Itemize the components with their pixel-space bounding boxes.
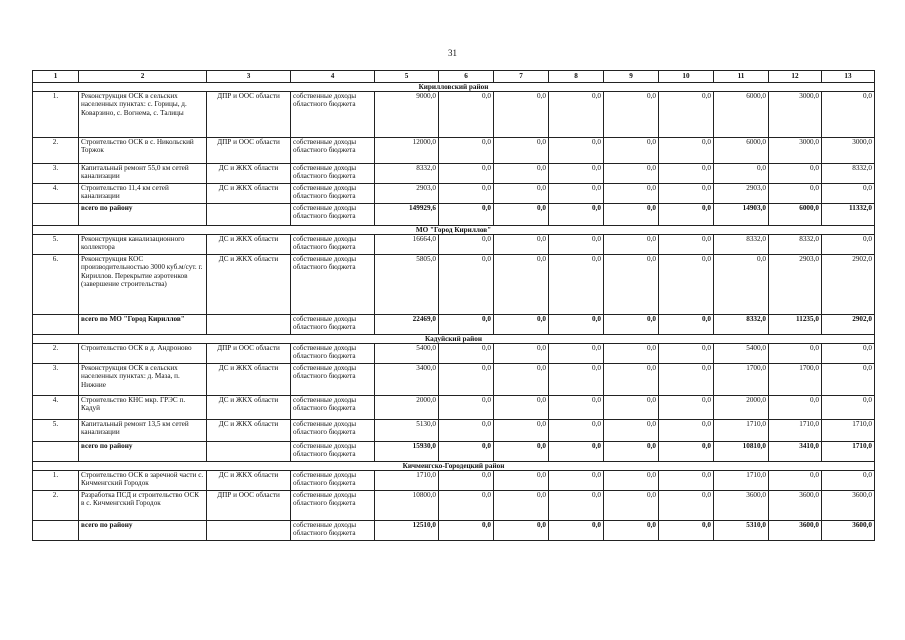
responsible-org: ДПР и ООС области xyxy=(207,92,291,138)
amount-cell: 0,0 xyxy=(549,471,604,491)
project-name: Капитальный ремонт 13,5 км сетей канализации xyxy=(79,420,207,442)
total-blank xyxy=(33,315,79,335)
amount-cell: 5130,0 xyxy=(375,420,439,442)
amount-cell: 16664,0 xyxy=(375,235,439,255)
funding-source: собственные доходы областного бюджета xyxy=(291,364,375,396)
amount-cell: 0,0 xyxy=(439,164,494,184)
amount-cell: 0,0 xyxy=(494,184,549,204)
amount-cell: 0,0 xyxy=(659,420,714,442)
amount-cell: 0,0 xyxy=(494,491,549,521)
amount-cell: 3600,0 xyxy=(714,491,769,521)
total-amount-cell: 0,0 xyxy=(549,204,604,226)
amount-cell: 0,0 xyxy=(659,344,714,364)
amount-cell: 0,0 xyxy=(822,364,875,396)
amount-cell: 3000,0 xyxy=(769,92,822,138)
amount-cell: 0,0 xyxy=(659,471,714,491)
total-amount-cell: 0,0 xyxy=(604,521,659,541)
column-header: 3 xyxy=(207,71,291,83)
row-number: 4. xyxy=(33,184,79,204)
total-blank xyxy=(33,521,79,541)
amount-cell: 0,0 xyxy=(494,235,549,255)
responsible-org: ДС и ЖКХ области xyxy=(207,471,291,491)
amount-cell: 8332,0 xyxy=(375,164,439,184)
table-row xyxy=(33,184,875,204)
total-amount-cell: 0,0 xyxy=(494,204,549,226)
amount-cell: 1700,0 xyxy=(769,364,822,396)
total-label: всего по МО "Город Кириллов" xyxy=(79,315,207,335)
funding-source: собственные доходы областного бюджета xyxy=(291,420,375,442)
responsible-org: ДС и ЖКХ области xyxy=(207,235,291,255)
amount-cell: 0,0 xyxy=(439,396,494,420)
amount-cell: 2903,0 xyxy=(714,184,769,204)
amount-cell: 3000,0 xyxy=(822,138,875,164)
total-amount-cell: 0,0 xyxy=(604,315,659,335)
amount-cell: 0,0 xyxy=(714,255,769,315)
responsible-org: ДПР и ООС области xyxy=(207,138,291,164)
total-blank xyxy=(207,442,291,462)
amount-cell: 0,0 xyxy=(769,184,822,204)
total-amount-cell: 149929,6 xyxy=(375,204,439,226)
amount-cell: 0,0 xyxy=(714,164,769,184)
total-amount-cell: 0,0 xyxy=(659,521,714,541)
total-amount-cell: 0,0 xyxy=(549,315,604,335)
column-header: 13 xyxy=(822,71,875,83)
funding-source: собственные доходы областного бюджета xyxy=(291,204,375,226)
table-row xyxy=(33,235,875,255)
amount-cell: 1710,0 xyxy=(375,471,439,491)
row-number: 5. xyxy=(33,235,79,255)
total-amount-cell: 0,0 xyxy=(439,315,494,335)
total-amount-cell: 0,0 xyxy=(549,521,604,541)
amount-cell: 0,0 xyxy=(439,184,494,204)
column-header: 6 xyxy=(439,71,494,83)
amount-cell: 0,0 xyxy=(439,235,494,255)
amount-cell: 0,0 xyxy=(822,235,875,255)
total-amount-cell: 0,0 xyxy=(659,315,714,335)
table-row xyxy=(33,344,875,364)
row-number: 3. xyxy=(33,164,79,184)
column-header: 1 xyxy=(33,71,79,83)
row-number: 4. xyxy=(33,396,79,420)
column-header: 10 xyxy=(659,71,714,83)
amount-cell: 0,0 xyxy=(494,138,549,164)
amount-cell: 0,0 xyxy=(604,396,659,420)
total-blank xyxy=(207,204,291,226)
total-amount-cell: 0,0 xyxy=(494,521,549,541)
project-name: Реконструкция ОСК в сельских населенных пунктах: д. Маза, п. Нижние xyxy=(79,364,207,396)
amount-cell: 0,0 xyxy=(494,344,549,364)
amount-cell: 3000,0 xyxy=(769,138,822,164)
amount-cell: 1700,0 xyxy=(714,364,769,396)
amount-cell: 0,0 xyxy=(439,471,494,491)
total-amount-cell: 22469,0 xyxy=(375,315,439,335)
total-amount-cell: 0,0 xyxy=(439,204,494,226)
amount-cell: 0,0 xyxy=(659,235,714,255)
section-header-row xyxy=(33,335,875,344)
project-name: Реконструкция ОСК в сельских населенных пунктах: с. Горицы, д. Коварзино, с. Вогнема, с. Талицы xyxy=(79,92,207,138)
amount-cell: 8332,0 xyxy=(769,235,822,255)
amount-cell: 0,0 xyxy=(439,420,494,442)
amount-cell: 0,0 xyxy=(769,164,822,184)
amount-cell: 1710,0 xyxy=(769,420,822,442)
funding-source: собственные доходы областного бюджета xyxy=(291,491,375,521)
amount-cell: 5400,0 xyxy=(714,344,769,364)
total-amount-cell: 0,0 xyxy=(604,204,659,226)
table-row xyxy=(33,92,875,138)
amount-cell: 2902,0 xyxy=(822,255,875,315)
amount-cell: 0,0 xyxy=(604,364,659,396)
amount-cell: 0,0 xyxy=(604,164,659,184)
funding-source: собственные доходы областного бюджета xyxy=(291,235,375,255)
column-header: 2 xyxy=(79,71,207,83)
amount-cell: 0,0 xyxy=(549,138,604,164)
amount-cell: 3600,0 xyxy=(822,491,875,521)
amount-cell: 0,0 xyxy=(604,184,659,204)
column-header: 12 xyxy=(769,71,822,83)
amount-cell: 6000,0 xyxy=(714,92,769,138)
total-amount-cell: 0,0 xyxy=(659,204,714,226)
amount-cell: 1710,0 xyxy=(714,471,769,491)
total-amount-cell: 3410,0 xyxy=(769,442,822,462)
funding-source: собственные доходы областного бюджета xyxy=(291,396,375,420)
amount-cell: 0,0 xyxy=(604,420,659,442)
amount-cell: 0,0 xyxy=(494,364,549,396)
amount-cell: 0,0 xyxy=(604,471,659,491)
total-label: всего по району xyxy=(79,521,207,541)
amount-cell: 0,0 xyxy=(659,164,714,184)
amount-cell: 12000,0 xyxy=(375,138,439,164)
amount-cell: 0,0 xyxy=(549,164,604,184)
amount-cell: 0,0 xyxy=(604,92,659,138)
amount-cell: 8332,0 xyxy=(714,235,769,255)
total-amount-cell: 14903,0 xyxy=(714,204,769,226)
amount-cell: 0,0 xyxy=(549,344,604,364)
amount-cell: 0,0 xyxy=(659,138,714,164)
amount-cell: 0,0 xyxy=(549,420,604,442)
responsible-org: ДС и ЖКХ области xyxy=(207,184,291,204)
amount-cell: 8332,0 xyxy=(822,164,875,184)
project-name: Строительство КНС мкр. ГРЭС п. Кадуй xyxy=(79,396,207,420)
amount-cell: 0,0 xyxy=(439,255,494,315)
header-row xyxy=(33,71,875,83)
amount-cell: 5400,0 xyxy=(375,344,439,364)
table-row xyxy=(33,138,875,164)
total-blank xyxy=(33,442,79,462)
total-blank xyxy=(207,521,291,541)
amount-cell: 0,0 xyxy=(659,491,714,521)
table-row xyxy=(33,420,875,442)
section-title: Кичменгско-Городецкий район xyxy=(33,462,875,471)
total-row xyxy=(33,521,875,541)
project-name: Разработка ПСД и строительство ОСК в с. Кичменгский Городок xyxy=(79,491,207,521)
row-number: 2. xyxy=(33,344,79,364)
responsible-org: ДПР и ООС области xyxy=(207,491,291,521)
section-header-row xyxy=(33,83,875,92)
amount-cell: 2000,0 xyxy=(714,396,769,420)
row-number: 5. xyxy=(33,420,79,442)
page-number: 31 xyxy=(448,48,457,58)
responsible-org: ДС и ЖКХ области xyxy=(207,164,291,184)
section-header-row xyxy=(33,226,875,235)
amount-cell: 0,0 xyxy=(494,92,549,138)
amount-cell: 0,0 xyxy=(659,364,714,396)
amount-cell: 0,0 xyxy=(604,344,659,364)
responsible-org: ДС и ЖКХ области xyxy=(207,396,291,420)
responsible-org: ДС и ЖКХ области xyxy=(207,364,291,396)
project-name: Строительство ОСК в д. Андроново xyxy=(79,344,207,364)
total-amount-cell: 0,0 xyxy=(549,442,604,462)
amount-cell: 0,0 xyxy=(494,164,549,184)
amount-cell: 2000,0 xyxy=(375,396,439,420)
project-name: Реконструкция канализационного коллектора xyxy=(79,235,207,255)
amount-cell: 3600,0 xyxy=(769,491,822,521)
amount-cell: 0,0 xyxy=(659,184,714,204)
total-amount-cell: 5310,0 xyxy=(714,521,769,541)
total-amount-cell: 0,0 xyxy=(494,442,549,462)
amount-cell: 0,0 xyxy=(494,420,549,442)
amount-cell: 0,0 xyxy=(769,396,822,420)
funding-source: собственные доходы областного бюджета xyxy=(291,255,375,315)
total-amount-cell: 3600,0 xyxy=(769,521,822,541)
section-title: Кадуйский район xyxy=(33,335,875,344)
amount-cell: 0,0 xyxy=(604,491,659,521)
project-name: Реконструкция КОС производительностью 3000 куб.м/сут. г. Кириллов. Перекрытие аэротенков (завершение строительства) xyxy=(79,255,207,315)
amount-cell: 0,0 xyxy=(822,396,875,420)
amount-cell: 0,0 xyxy=(822,344,875,364)
responsible-org: ДС и ЖКХ области xyxy=(207,420,291,442)
column-header: 9 xyxy=(604,71,659,83)
total-row xyxy=(33,442,875,462)
total-row xyxy=(33,315,875,335)
amount-cell: 0,0 xyxy=(494,396,549,420)
amount-cell: 0,0 xyxy=(659,396,714,420)
row-number: 2. xyxy=(33,138,79,164)
amount-cell: 0,0 xyxy=(494,255,549,315)
column-header: 11 xyxy=(714,71,769,83)
row-number: 1. xyxy=(33,92,79,138)
amount-cell: 0,0 xyxy=(549,491,604,521)
project-name: Строительство 11,4 км сетей канализации xyxy=(79,184,207,204)
amount-cell: 0,0 xyxy=(549,184,604,204)
amount-cell: 0,0 xyxy=(604,138,659,164)
amount-cell: 0,0 xyxy=(604,235,659,255)
total-amount-cell: 12510,0 xyxy=(375,521,439,541)
amount-cell: 3400,0 xyxy=(375,364,439,396)
total-amount-cell: 2902,0 xyxy=(822,315,875,335)
row-number: 6. xyxy=(33,255,79,315)
total-amount-cell: 1710,0 xyxy=(822,442,875,462)
total-amount-cell: 11235,0 xyxy=(769,315,822,335)
amount-cell: 0,0 xyxy=(439,344,494,364)
amount-cell: 0,0 xyxy=(659,255,714,315)
total-label: всего по району xyxy=(79,204,207,226)
total-amount-cell: 8332,0 xyxy=(714,315,769,335)
funding-source: собственные доходы областного бюджета xyxy=(291,92,375,138)
table-row xyxy=(33,491,875,521)
amount-cell: 9000,0 xyxy=(375,92,439,138)
total-row xyxy=(33,204,875,226)
table-row xyxy=(33,364,875,396)
amount-cell: 6000,0 xyxy=(714,138,769,164)
amount-cell: 0,0 xyxy=(769,471,822,491)
project-name: Строительство ОСК в заречной части с. Кичменгский Городок xyxy=(79,471,207,491)
project-name: Строительство ОСК в с. Никольский Торжок xyxy=(79,138,207,164)
total-amount-cell: 0,0 xyxy=(659,442,714,462)
funding-source: собственные доходы областного бюджета xyxy=(291,184,375,204)
amount-cell: 0,0 xyxy=(549,235,604,255)
funding-source: собственные доходы областного бюджета xyxy=(291,442,375,462)
amount-cell: 0,0 xyxy=(439,491,494,521)
total-amount-cell: 0,0 xyxy=(439,442,494,462)
amount-cell: 0,0 xyxy=(439,364,494,396)
total-amount-cell: 11332,0 xyxy=(822,204,875,226)
funding-source: собственные доходы областного бюджета xyxy=(291,471,375,491)
amount-cell: 0,0 xyxy=(822,471,875,491)
funding-source: собственные доходы областного бюджета xyxy=(291,521,375,541)
total-amount-cell: 0,0 xyxy=(439,521,494,541)
section-title: МО "Город Кириллов" xyxy=(33,226,875,235)
row-number: 1. xyxy=(33,471,79,491)
funding-source: собственные доходы областного бюджета xyxy=(291,138,375,164)
total-amount-cell: 6000,0 xyxy=(769,204,822,226)
section-header-row xyxy=(33,462,875,471)
column-header: 8 xyxy=(549,71,604,83)
funding-source: собственные доходы областного бюджета xyxy=(291,315,375,335)
total-blank xyxy=(33,204,79,226)
amount-cell: 0,0 xyxy=(439,92,494,138)
amount-cell: 0,0 xyxy=(769,344,822,364)
total-amount-cell: 0,0 xyxy=(604,442,659,462)
responsible-org: ДПР и ООС области xyxy=(207,344,291,364)
amount-cell: 0,0 xyxy=(439,138,494,164)
amount-cell: 0,0 xyxy=(549,396,604,420)
total-amount-cell: 0,0 xyxy=(494,315,549,335)
table-row xyxy=(33,471,875,491)
column-header: 5 xyxy=(375,71,439,83)
total-amount-cell: 15930,0 xyxy=(375,442,439,462)
responsible-org: ДС и ЖКХ области xyxy=(207,255,291,315)
amount-cell: 2903,0 xyxy=(375,184,439,204)
amount-cell: 0,0 xyxy=(659,92,714,138)
amount-cell: 0,0 xyxy=(822,92,875,138)
budget-table xyxy=(32,70,875,541)
total-amount-cell: 3600,0 xyxy=(822,521,875,541)
project-name: Капитальный ремонт 55,0 км сетей канализации xyxy=(79,164,207,184)
section-title: Кирилловский район xyxy=(33,83,875,92)
amount-cell: 5805,0 xyxy=(375,255,439,315)
amount-cell: 0,0 xyxy=(549,364,604,396)
column-header: 7 xyxy=(494,71,549,83)
total-blank xyxy=(207,315,291,335)
amount-cell: 1710,0 xyxy=(822,420,875,442)
table-row xyxy=(33,164,875,184)
funding-source: собственные доходы областного бюджета xyxy=(291,164,375,184)
amount-cell: 2903,0 xyxy=(769,255,822,315)
amount-cell: 0,0 xyxy=(822,184,875,204)
amount-cell: 10800,0 xyxy=(375,491,439,521)
table-row xyxy=(33,255,875,315)
amount-cell: 0,0 xyxy=(549,255,604,315)
row-number: 2. xyxy=(33,491,79,521)
amount-cell: 0,0 xyxy=(604,255,659,315)
amount-cell: 0,0 xyxy=(494,471,549,491)
amount-cell: 0,0 xyxy=(549,92,604,138)
table-row xyxy=(33,396,875,420)
column-header: 4 xyxy=(291,71,375,83)
funding-source: собственные доходы областного бюджета xyxy=(291,344,375,364)
row-number: 3. xyxy=(33,364,79,396)
amount-cell: 1710,0 xyxy=(714,420,769,442)
total-amount-cell: 10810,0 xyxy=(714,442,769,462)
total-label: всего по району xyxy=(79,442,207,462)
